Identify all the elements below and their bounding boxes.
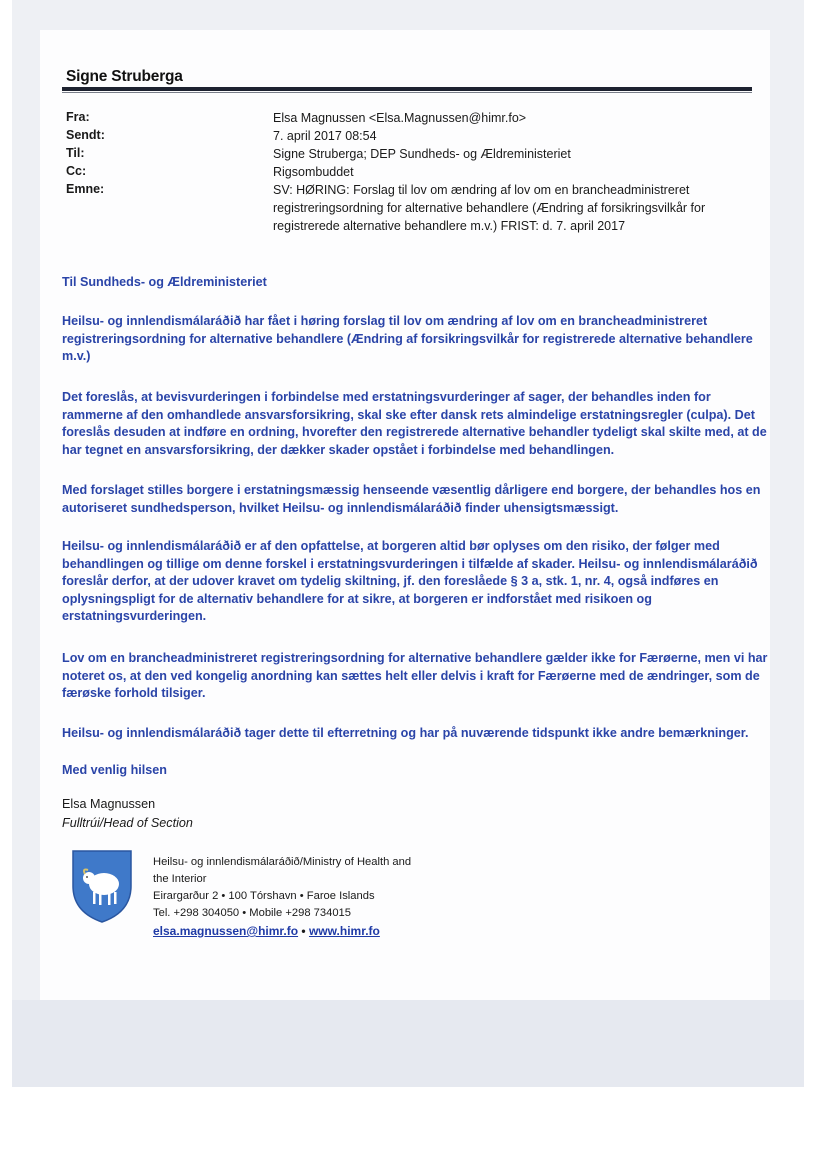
sender-title: Signe Struberga	[66, 68, 183, 85]
header-value-from: Elsa Magnussen <Elsa.Magnussen@himr.fo>	[273, 111, 527, 125]
paragraph-1: Heilsu- og innlendismálaráðið har fået i høring forslag til lov om ændring af lov om en brancheadministreret registreringsordning for alternative behandlere (Ændring af forsikringsvilkår for registrerede alternative behandlere m.v.)	[62, 314, 753, 363]
signature-title: Fulltrúi/Head of Section	[62, 816, 193, 830]
org-address: Eirargarður 2 • 100 Tórshavn • Faroe Islands	[153, 890, 375, 902]
website-link[interactable]: www.himr.fo	[308, 924, 380, 938]
header-label-from: Fra:	[66, 110, 90, 124]
paragraph-6: Heilsu- og innlendismálaráðið tager dette til efterretning og har på nuværende tidspunkt ikke andre bemærkninger.	[62, 726, 749, 740]
header-label-to: Til:	[66, 146, 85, 160]
closing: Med venlig hilsen	[62, 763, 167, 777]
scan-bottom-band	[12, 1000, 804, 1087]
org-phone: Tel. +298 304050 • Mobile +298 734015	[153, 907, 351, 919]
header-value-cc: Rigsombuddet	[273, 165, 354, 179]
link-separator: •	[301, 924, 306, 938]
salutation: Til Sundheds- og Ældreministeriet	[62, 275, 267, 289]
header-value-to: Signe Struberga; DEP Sundheds- og Ældreministeriet	[273, 147, 571, 161]
org-name-line2: the Interior	[153, 873, 207, 885]
email-link[interactable]: elsa.magnussen@himr.fo	[153, 924, 299, 938]
paragraph-5: Lov om en brancheadministreret registreringsordning for alternative behandlere gælder ikke for Færøerne, men vi har noteret os, at den ved kongelig anordning kan sættes helt eller delvis i kraft for Færøerne med de ændringer, som de færøske forhold tilsiger.	[62, 651, 768, 700]
header-label-cc: Cc:	[66, 164, 87, 178]
org-name-line1: Heilsu- og innlendismálaráðið/Ministry of Health and	[153, 856, 412, 868]
header-label-subject: Emne:	[66, 182, 105, 196]
contact-links	[153, 924, 380, 938]
header-rule-thin	[62, 92, 752, 93]
header-value-sent: 7. april 2017 08:54	[273, 129, 377, 143]
paragraph-2: Det foreslås, at bevisvurderingen i forbindelse med erstatningsvurderinger af sager, der behandles inden for rammerne af den omhandlede ansvarsforsikring, skal ske efter dansk rets almindelige erstatningsregler (culpa). Det foreslås desuden at indføre en ordning, hvorefter den registrerede alternative behandler tydeligt skal skilte med, at de har tegnet en ansvarsforsikring, der dækker skader opstået i forbindelse med behandlingen.	[62, 390, 767, 457]
signature-name: Elsa Magnussen	[62, 797, 156, 811]
header-rule	[62, 87, 752, 91]
header-label-sent: Sendt:	[66, 128, 105, 142]
header-value-subject: SV: HØRING: Forslag til lov om ændring af lov om en brancheadministreret registreringsordning for alternative behandlere (Ændring af forsikringsvilkår for registrerede alternative behandlere m.v.) FRIST: d. 7. april 2017	[273, 183, 706, 233]
paragraph-4: Heilsu- og innlendismálaráðið er af den opfattelse, at borgeren altid bør oplyses om den risiko, der følger med behandlingen og tillige om denne forskel i erstatningsvurderingen i tilfælde af skader. Heilsu- og innlendismálaráðið foreslår derfor, at der udover kravet om tydelig skiltning, jf. den foreslåede § 3 a, stk. 1, nr. 4, også indføres en oplysningspligt for de alternativ behandlere for at sikre, at borgeren er indforstået med risikoen og erstatningsvurderingen.	[62, 539, 758, 623]
paragraph-3: Med forslaget stilles borgere i erstatningsmæssig henseende væsentlig dårligere end borgere, der behandles hos en autoriseret sundhedsperson, hvilket Heilsu- og innlendismálaráðið finder uhensigtsmæssigt.	[62, 483, 761, 515]
faroe-crest-icon	[70, 848, 134, 924]
